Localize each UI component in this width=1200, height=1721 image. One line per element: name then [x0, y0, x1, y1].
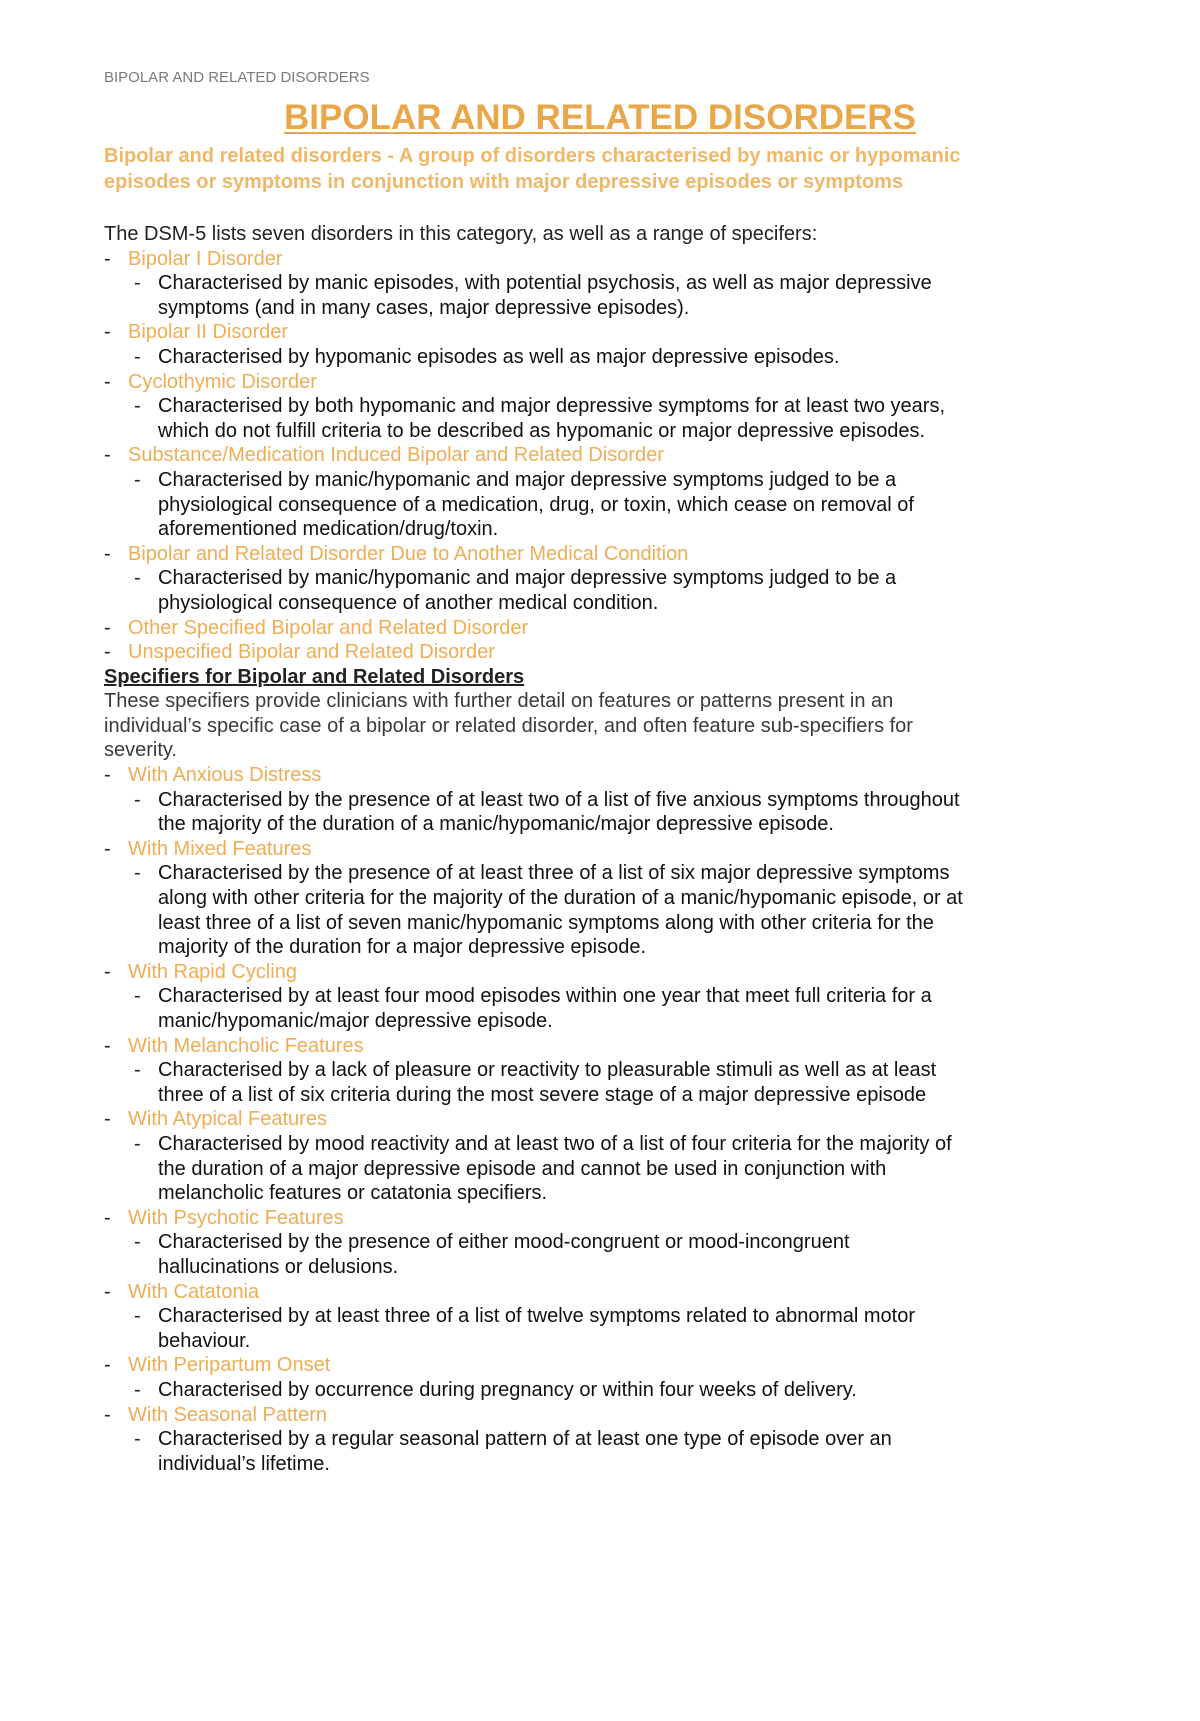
description-line: - Characterised by a regular seasonal pattern of at least one type of episode over an [158, 1428, 892, 1451]
description-line: - Characterised by manic/hypomanic and major depressive symptoms judged to be a [158, 567, 897, 590]
disorder-description [104, 566, 1104, 615]
specifier-name: - With Rapid Cycling [104, 960, 1104, 985]
paragraph-line: These specifiers provide clinicians with further detail on features or patterns present in an [104, 690, 894, 713]
specifier-description [104, 788, 1104, 837]
description-line: - Characterised by mood reactivity and at least two of a list of four criteria for the majority of [158, 1132, 952, 1155]
description-line: manic/hypomanic/major depressive episode. [158, 1010, 553, 1032]
disorder-list [104, 247, 1104, 665]
section-heading: Specifiers for Bipolar and Related Disorders [104, 665, 525, 688]
specifier-name: - With Mixed Features [104, 837, 1104, 862]
specifier-name: - With Anxious Distress [104, 763, 1104, 788]
description-line: along with other criteria for the majority of the duration of a manic/hypomanic episode, or at [158, 887, 963, 910]
disorder-name: - Substance/Medication Induced Bipolar and Related Disorder [104, 443, 1104, 468]
description-line: - Characterised by the presence of at least two of a list of five anxious symptoms throughout [158, 788, 960, 811]
intro-text: The DSM-5 lists seven disorders in this category, as well as a range of specifers: [104, 223, 818, 245]
description-line: - Characterised by at least three of a list of twelve symptoms related to abnormal motor [158, 1305, 916, 1328]
specifier-name: - With Psychotic Features [104, 1206, 1104, 1231]
document-body [104, 222, 1104, 1476]
specifier-description [104, 1230, 1104, 1279]
specifier-description [104, 1132, 1104, 1206]
specifier-name: - With Seasonal Pattern [104, 1403, 1104, 1428]
specifier-name: - With Melancholic Features [104, 1034, 1104, 1059]
description-line: physiological consequence of a medication, drug, or toxin, which cease on removal of [158, 493, 914, 516]
specifiers-intro [104, 689, 1104, 763]
disorder-description [104, 468, 1104, 542]
page-title: BIPOLAR AND RELATED DISORDERS [284, 98, 916, 137]
description-line: hallucinations or delusions. [158, 1255, 399, 1278]
description-line: which do not fulfill criteria to be described as hypomanic or major depressive episodes. [158, 419, 926, 442]
description-line: - Characterised by the presence of at least three of a list of six major depressive symptoms [158, 862, 950, 885]
description-line: - Characterised by at least four mood episodes within one year that meet full criteria for a [158, 985, 932, 1008]
disorder-description [104, 271, 1104, 320]
description-line: - Characterised by occurrence during pregnancy or within four weeks of delivery. [158, 1378, 857, 1401]
disorder-name: - Other Specified Bipolar and Related Disorder [104, 616, 1104, 641]
description-line: - Characterised by manic/hypomanic and major depressive symptoms judged to be a [158, 468, 897, 491]
description-line: - Characterised by a lack of pleasure or reactivity to pleasurable stimuli as well as at least [158, 1059, 937, 1082]
subtitle [104, 143, 1104, 195]
running-header: BIPOLAR AND RELATED DISORDERS [104, 69, 370, 86]
specifier-description [104, 984, 1104, 1033]
disorder-description [104, 345, 1104, 370]
disorder-name: - Bipolar I Disorder [104, 247, 1104, 272]
description-line: physiological consequence of another medical condition. [158, 591, 659, 614]
description-line: aforementioned medication/drug/toxin. [158, 518, 499, 541]
specifier-description [104, 861, 1104, 959]
description-line: the duration of a major depressive episode and cannot be used in conjunction with [158, 1157, 887, 1180]
description-line: - Characterised by both hypomanic and major depressive symptoms for at least two years, [158, 395, 946, 418]
description-line: behaviour. [158, 1329, 251, 1352]
specifier-description [104, 1427, 1104, 1476]
description-line: the majority of the duration of a manic/hypomanic/major depressive episode. [158, 813, 834, 836]
disorder-name: - Bipolar II Disorder [104, 320, 1104, 345]
description-line: melancholic features or catatonia specifiers. [158, 1182, 548, 1205]
specifier-description [104, 1304, 1104, 1353]
description-line: - Characterised by the presence of either mood-congruent or mood-incongruent [158, 1231, 850, 1254]
description-line: majority of the duration for a major depressive episode. [158, 936, 647, 959]
specifier-name: - With Atypical Features [104, 1107, 1104, 1132]
subtitle-line: episodes or symptoms in conjunction with major depressive episodes or symptoms [104, 171, 904, 193]
paragraph-line: individual’s specific case of a bipolar or related disorder, and often feature sub-specifiers for [104, 714, 913, 737]
disorder-description [104, 394, 1104, 443]
description-line: symptoms (and in many cases, major depressive episodes). [158, 296, 690, 319]
paragraph-line: severity. [104, 739, 177, 762]
disorder-name: - Cyclothymic Disorder [104, 370, 1104, 395]
description-line: - Characterised by manic episodes, with potential psychosis, as well as major depressive [158, 272, 932, 295]
description-line: three of a list of six criteria during the most severe stage of a major depressive episode [158, 1083, 927, 1106]
specifier-description [104, 1378, 1104, 1403]
specifier-name: - With Peripartum Onset [104, 1353, 1104, 1378]
description-line: individual’s lifetime. [158, 1452, 330, 1475]
subtitle-line: Bipolar and related disorders - A group of disorders characterised by manic or hypomanic [104, 145, 961, 167]
specifier-description [104, 1058, 1104, 1107]
description-line: least three of a list of seven manic/hypomanic symptoms along with other criteria for the [158, 911, 934, 934]
disorder-name: - Unspecified Bipolar and Related Disorder [104, 640, 1104, 665]
specifier-name: - With Catatonia [104, 1280, 1104, 1305]
specifier-list [104, 763, 1104, 1476]
disorder-name: - Bipolar and Related Disorder Due to Another Medical Condition [104, 542, 1104, 567]
description-line: - Characterised by hypomanic episodes as well as major depressive episodes. [158, 345, 840, 368]
